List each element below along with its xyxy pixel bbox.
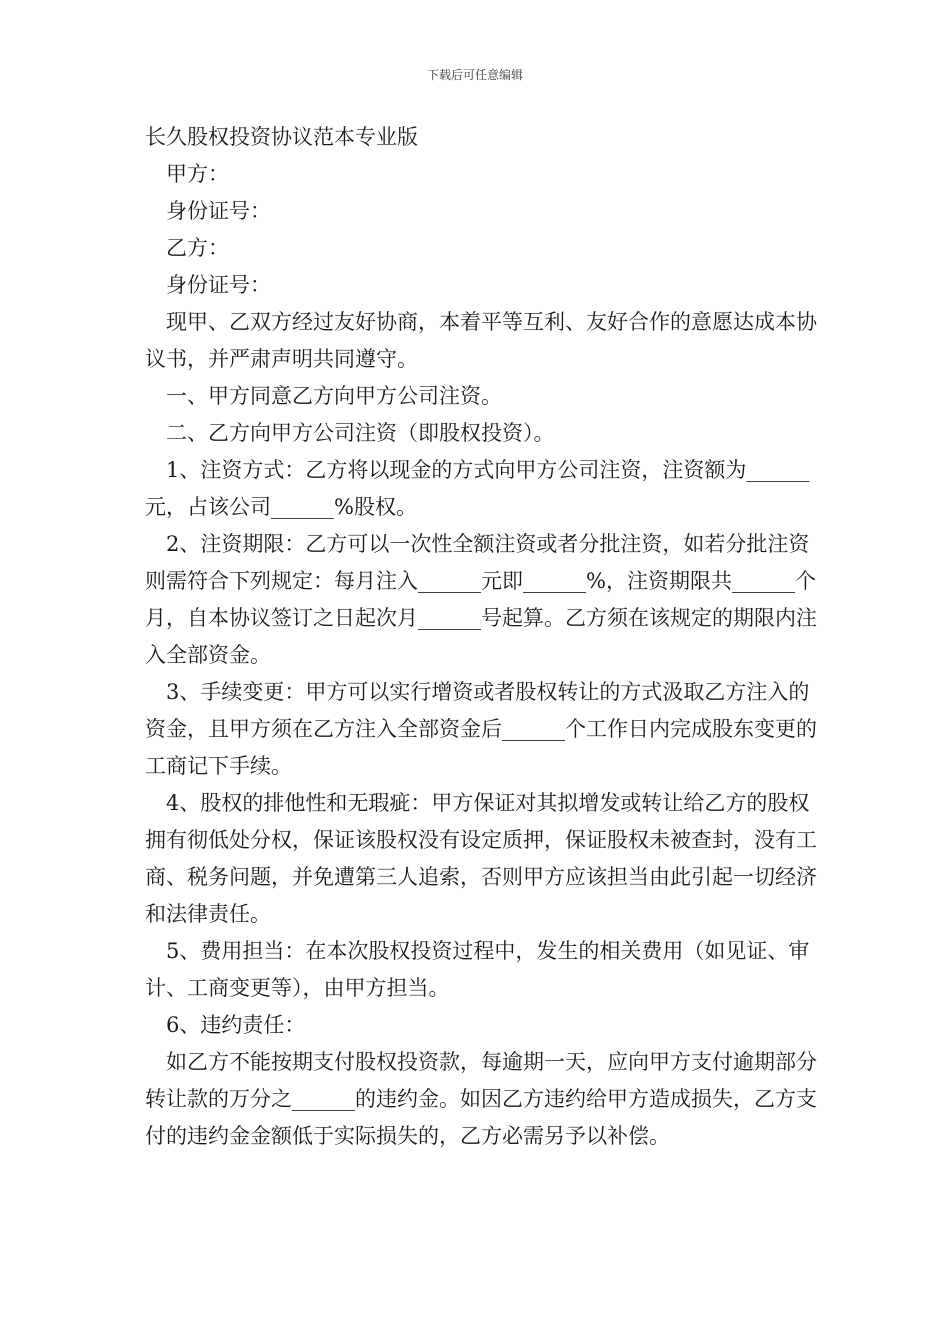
party-a-label: 甲方： — [166, 162, 229, 186]
party-b-id-label: 身份证号： — [166, 273, 271, 297]
clause-2-item-2: 2、注资期限：乙方可以一次性全额注资或者分批注资，如若分批注资则需符合下列规定：每月注入______元即______%，注资期限共______个月，自本协议签订之日起次月______号起算。乙方须在该规定的期限内注入全部资金。 — [145, 532, 817, 667]
clause-2: 二、乙方向甲方公司注资（即股权投资）。 — [166, 421, 555, 445]
clause-1: 一、甲方同意乙方向甲方公司注资。 — [166, 384, 502, 408]
preamble-paragraph: 现甲、乙双方经过友好协商，本着平等互利、友好合作的意愿达成本协议书，并严肃声明共同遵守。 — [145, 310, 817, 371]
clause-2-item-4: 4、股权的排他性和无瑕疵：甲方保证对其拟增发或转让给乙方的股权拥有彻低处分权，保证该股权没有设定质押，保证股权未被查封，没有工商、税务问题，并免遭第三人追索，否则甲方应该担当由此引起一切经济和法律责任。 — [145, 791, 817, 926]
clause-2-item-1: 1、注资方式：乙方将以现金的方式向甲方公司注资，注资额为______元，占该公司______%股权。 — [145, 458, 810, 519]
party-a-id-label: 身份证号： — [166, 199, 271, 223]
clause-2-item-6: 6、违约责任： — [166, 1013, 306, 1037]
document-title: 长久股权投资协议范本专业版 — [145, 125, 418, 149]
breach-paragraph: 如乙方不能按期支付股权投资款，每逾期一天，应向甲方支付逾期部分转让款的万分之______的违约金。如因乙方违约给甲方造成损失，乙方支付的违约金金额低于实际损失的，乙方必需另予以补偿。 — [145, 1050, 817, 1148]
header-note: 下载后可任意编辑 — [426, 68, 523, 82]
clause-2-item-3: 3、手续变更：甲方可以实行增资或者股权转让的方式汲取乙方注入的资金，且甲方须在乙方注入全部资金后______个工作日内完成股东变更的工商记下手续。 — [145, 680, 817, 778]
document-body — [145, 119, 825, 1155]
party-b-label: 乙方： — [166, 236, 229, 260]
clause-2-item-5: 5、费用担当：在本次股权投资过程中，发生的相关费用（如见证、审计、工商变更等），由甲方担当。 — [145, 939, 810, 1000]
